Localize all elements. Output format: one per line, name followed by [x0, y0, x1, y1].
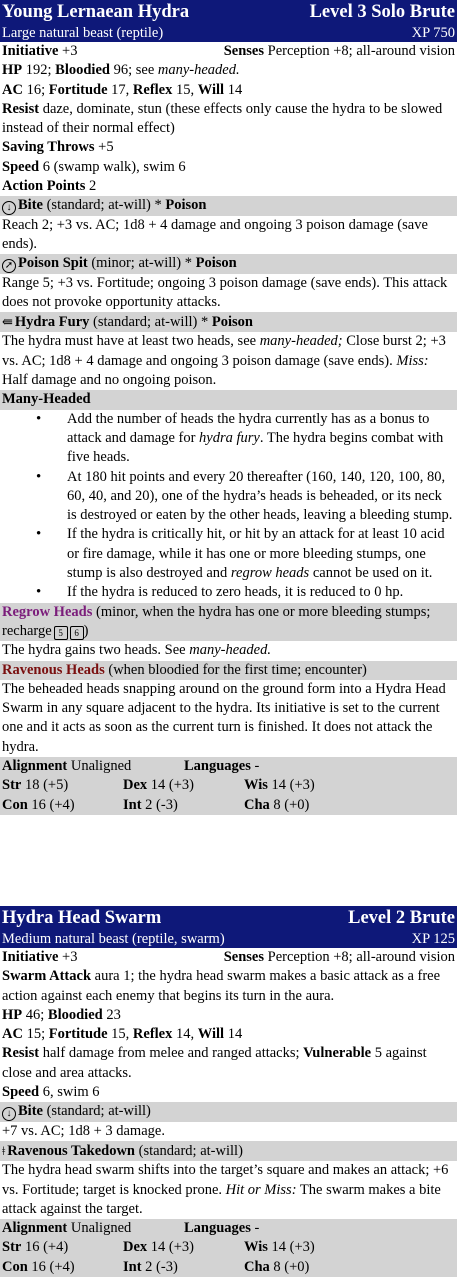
initiative-label: Initiative: [2, 949, 59, 965]
int-label: Int: [123, 796, 142, 813]
power-usage: (standard; at-will) *: [93, 314, 209, 331]
speed-row: [0, 158, 457, 177]
alignment-value: Unaligned: [70, 757, 132, 774]
str-label: Str: [2, 1239, 22, 1256]
fury-ref: many-headed;: [259, 333, 343, 350]
speed-value: 6 (swamp walk), swim 6: [42, 158, 186, 175]
creature-type: Large natural beast (reptile): [2, 25, 164, 41]
power-usage: (standard; at-will) *: [46, 197, 162, 214]
str-value: 16 (+4): [24, 1239, 69, 1256]
action-points-value: 2: [89, 178, 97, 195]
melee-basic-icon: ↓: [2, 1107, 16, 1121]
list-item: • At 180 hit points and every 20 thereafter (160, 140, 120, 100, 80, 60, 40, and 20), one of the hydra’s heads is beheaded, or its neck is destroyed or eaten by the other heads, leaving a bleeding stump.: [67, 468, 455, 526]
creature-name: Young Lernaean Hydra: [2, 2, 190, 22]
languages-label: Languages: [184, 757, 251, 774]
swarm-attack-label: Swarm Attack: [2, 968, 92, 985]
fort-value: 17,: [111, 81, 130, 98]
bullet-text: . The hydra begins combat with five heads.: [67, 429, 444, 466]
many-headed-header: Many-Headed: [0, 390, 457, 409]
list-item: [67, 410, 455, 468]
bullet-text: If the hydra is critically hit, or hit by an attack for at least 10 acid or fire damage, while it has one or more bleeding stumps, one stump is also destroyed and: [67, 526, 445, 582]
bloodied-value: 96; see: [113, 62, 155, 79]
fort-value: 15,: [111, 1026, 130, 1043]
list-item: • If the hydra is reduced to zero heads, it is reduced to 0 hp.: [67, 583, 455, 602]
regrow-heads-header: [0, 603, 457, 642]
vulnerable-value: 5 against close and area attacks.: [2, 1045, 427, 1081]
ref-label: Reflex: [132, 1026, 173, 1043]
power-keyword: Poison: [165, 197, 207, 214]
initiative-senses-row: [0, 948, 457, 967]
senses-label: Senses: [223, 949, 264, 965]
alignment-value: Unaligned: [70, 1220, 132, 1237]
ravenous-heads-header: [0, 661, 457, 680]
creature-xp: XP 125: [411, 931, 455, 947]
hydra-header: [0, 0, 457, 42]
fort-label: Fortitude: [48, 1026, 108, 1043]
hydra-fury-power-header: [0, 312, 457, 332]
saves-label: Saving Throws: [2, 139, 95, 156]
wis-value: 14 (+3): [271, 777, 315, 794]
regrow-ref: many-headed.: [189, 642, 271, 659]
str-label: Str: [2, 777, 22, 794]
fury-text-part: The hydra must have at least two heads, see: [2, 333, 257, 350]
power-name: Poison Spit: [18, 255, 88, 272]
bite-power-header: [0, 1102, 457, 1121]
regrow-text-part: The hydra gains two heads. See: [2, 642, 186, 659]
speed-label: Speed: [2, 1084, 40, 1101]
power-name: Hydra Fury: [14, 314, 90, 331]
dex-label: Dex: [123, 1239, 148, 1256]
bite-power-header: [0, 196, 457, 215]
power-name: Bite: [18, 197, 43, 214]
bullet-ref: hydra fury: [199, 429, 260, 446]
swarm-header: [0, 906, 457, 948]
power-usage: (standard; at-will): [46, 1103, 151, 1120]
swarm-stat-block: [0, 906, 457, 1277]
languages-value: -: [254, 757, 260, 774]
power-name: Regrow Heads: [2, 603, 93, 620]
ranged-icon: ➚: [2, 259, 16, 273]
wis-label: Wis: [244, 1239, 268, 1256]
hp-label: HP: [2, 1006, 23, 1023]
ravenous-takedown-header: [0, 1141, 457, 1161]
hp-row: [0, 61, 457, 80]
bite-power-text: +7 vs. AC; 1d8 + 3 damage.: [2, 1122, 165, 1139]
resist-value: half damage from melee and ranged attacks;: [42, 1045, 300, 1062]
poison-spit-power-text: Range 5; +3 vs. Fortitude; ongoing 3 poison damage (save ends). This attack does not provoke opportunity attacks.: [2, 274, 448, 310]
bullet-text: Add the number of heads the hydra currently has as a bonus to attack and damage for: [67, 410, 430, 446]
will-value: 14: [227, 1026, 243, 1043]
takedown-hit-label: Hit or Miss:: [225, 1181, 297, 1198]
dex-value: 14 (+3): [150, 1239, 195, 1256]
bloodied-value: 23: [106, 1006, 121, 1023]
creature-type: Medium natural beast (reptile, swarm): [2, 931, 225, 947]
hp-label: HP: [2, 62, 23, 79]
bite-power-text: Reach 2; +3 vs. AC; 1d8 + 4 damage and ongoing 3 poison damage (save ends).: [2, 216, 428, 252]
fury-text-part: Half damage and no ongoing poison.: [2, 372, 217, 389]
saves-row: [0, 138, 457, 157]
power-keyword: Poison: [195, 255, 237, 272]
senses-value: Perception +8; all-around vision: [267, 43, 455, 59]
creature-name: Hydra Head Swarm: [2, 908, 162, 928]
wis-label: Wis: [244, 777, 268, 794]
defenses-row: [0, 81, 457, 100]
str-value: 18 (+5): [24, 777, 69, 794]
power-usage: (minor; at-will) *: [91, 255, 193, 272]
speed-row: [0, 1083, 457, 1102]
ref-value: 15,: [175, 81, 195, 98]
power-name: Bite: [18, 1103, 43, 1120]
bullet-text: cannot be used on it.: [312, 565, 433, 582]
will-label: Will: [197, 81, 225, 98]
power-name: Ravenous Takedown: [7, 1142, 135, 1159]
resist-row: [0, 1044, 457, 1083]
cha-value: 8 (+0): [273, 1258, 310, 1275]
hydra-fury-power-text: [0, 332, 457, 390]
alignment-label: Alignment: [2, 757, 68, 774]
creature-level: Level 2 Brute: [348, 908, 455, 928]
resist-label: Resist: [2, 1045, 40, 1062]
ref-value: 14,: [175, 1026, 195, 1043]
swarm-attack-row: [0, 967, 457, 1006]
int-value: 2 (-3): [145, 1258, 178, 1275]
regrow-heads-text: [0, 641, 457, 660]
con-value: 16 (+4): [31, 1258, 75, 1275]
ability-scores-row: [0, 1258, 457, 1277]
bloodied-ref: many-headed.: [157, 62, 240, 79]
power-keyword: Poison: [211, 314, 253, 331]
initiative-label: Initiative: [2, 43, 59, 59]
cha-label: Cha: [244, 1258, 270, 1275]
fury-miss-label: Miss:: [396, 352, 429, 369]
bullet-ref: regrow heads: [230, 565, 310, 582]
ac-label: AC: [2, 81, 23, 98]
vulnerable-label: Vulnerable: [303, 1045, 372, 1062]
dex-label: Dex: [123, 777, 148, 794]
action-points-row: [0, 177, 457, 196]
defenses-row: [0, 1025, 457, 1044]
alignment-label: Alignment: [2, 1220, 68, 1237]
swarm-attack-text: aura 1; the hydra head swarm makes a basic attack as a free action against each enemy that begins its turn in the aura.: [2, 968, 441, 1004]
die-six-icon: 6: [70, 626, 84, 640]
ability-scores-row: [0, 1238, 457, 1257]
initiative-value: +3: [62, 949, 78, 965]
creature-xp: XP 750: [411, 25, 455, 41]
con-label: Con: [2, 796, 28, 813]
fort-label: Fortitude: [48, 81, 108, 98]
will-value: 14: [227, 81, 243, 98]
ravenous-takedown-text: [0, 1161, 457, 1219]
paren-close: ): [83, 622, 89, 639]
initiative-value: +3: [62, 43, 78, 59]
saves-value: +5: [98, 139, 114, 156]
action-points-label: Action Points: [2, 178, 86, 195]
alignment-row: [0, 1219, 457, 1238]
cha-label: Cha: [244, 796, 270, 813]
bloodied-label: Bloodied: [47, 1006, 103, 1023]
die-five-icon: 5: [54, 626, 68, 640]
close-burst-icon: ⇚: [2, 314, 13, 330]
ac-label: AC: [2, 1026, 23, 1043]
wis-value: 14 (+3): [271, 1239, 315, 1256]
hydra-footer: [0, 757, 457, 815]
languages-value: -: [254, 1220, 260, 1237]
con-label: Con: [2, 1258, 28, 1275]
hp-value: 192;: [25, 62, 52, 79]
int-label: Int: [123, 1258, 142, 1275]
power-usage: (minor, when the hydra has one or more bleeding stumps; recharge: [2, 603, 431, 639]
int-value: 2 (-3): [145, 796, 178, 813]
fury-text-part: Close burst 2; +3 vs. AC; 1d8 + 4 damage and ongoing 3 poison damage (save ends).: [2, 333, 446, 369]
cha-value: 8 (+0): [273, 796, 310, 813]
list-item: [67, 525, 455, 583]
languages-label: Languages: [184, 1220, 251, 1237]
ref-label: Reflex: [132, 81, 173, 98]
melee-icon: ǂ: [2, 1142, 6, 1158]
ability-scores-row: [0, 776, 457, 795]
power-name: Ravenous Heads: [2, 661, 105, 678]
alignment-row: [0, 757, 457, 776]
ac-value: 15;: [26, 1026, 46, 1043]
creature-level: Level 3 Solo Brute: [309, 2, 455, 22]
poison-spit-power-header: [0, 254, 457, 273]
resist-value: daze, dominate, stun (these effects only cause the hydra to be slowed instead of their normal effect): [2, 100, 443, 137]
power-usage: (standard; at-will): [138, 1142, 243, 1159]
initiative-senses-row: [0, 42, 457, 61]
dex-value: 14 (+3): [150, 777, 195, 794]
resist-label: Resist: [2, 100, 40, 117]
bloodied-label: Bloodied: [55, 62, 110, 79]
senses-value: Perception +8; all-around vision: [267, 949, 455, 965]
speed-value: 6, swim 6: [42, 1084, 100, 1101]
takedown-text-part: The hydra head swarm shifts into the target’s square and makes an attack; +6 vs. Fortitude; target is knocked prone.: [2, 1162, 449, 1198]
swarm-footer: [0, 1219, 457, 1277]
takedown-text-part: The swarm makes a bite attack against the target.: [2, 1181, 441, 1217]
will-label: Will: [197, 1026, 225, 1043]
con-value: 16 (+4): [31, 796, 75, 813]
resist-row: [0, 100, 457, 139]
many-headed-list: [0, 410, 457, 603]
hp-row: [0, 1006, 457, 1025]
speed-label: Speed: [2, 158, 40, 175]
senses-label: Senses: [223, 43, 264, 59]
ravenous-heads-text: The beheaded heads snapping around on the ground form into a Hydra Head Swarm in any square adjacent to the hydra. Its initiative is set to the current one and it acts as soon as the current turn is finished. It does not attack the hydra.: [2, 680, 446, 755]
hp-value: 46;: [25, 1006, 45, 1023]
melee-basic-icon: ↓: [2, 201, 16, 215]
ac-value: 16;: [26, 81, 46, 98]
power-usage: (when bloodied for the first time; encounter): [108, 661, 367, 678]
ability-scores-row: [0, 796, 457, 815]
